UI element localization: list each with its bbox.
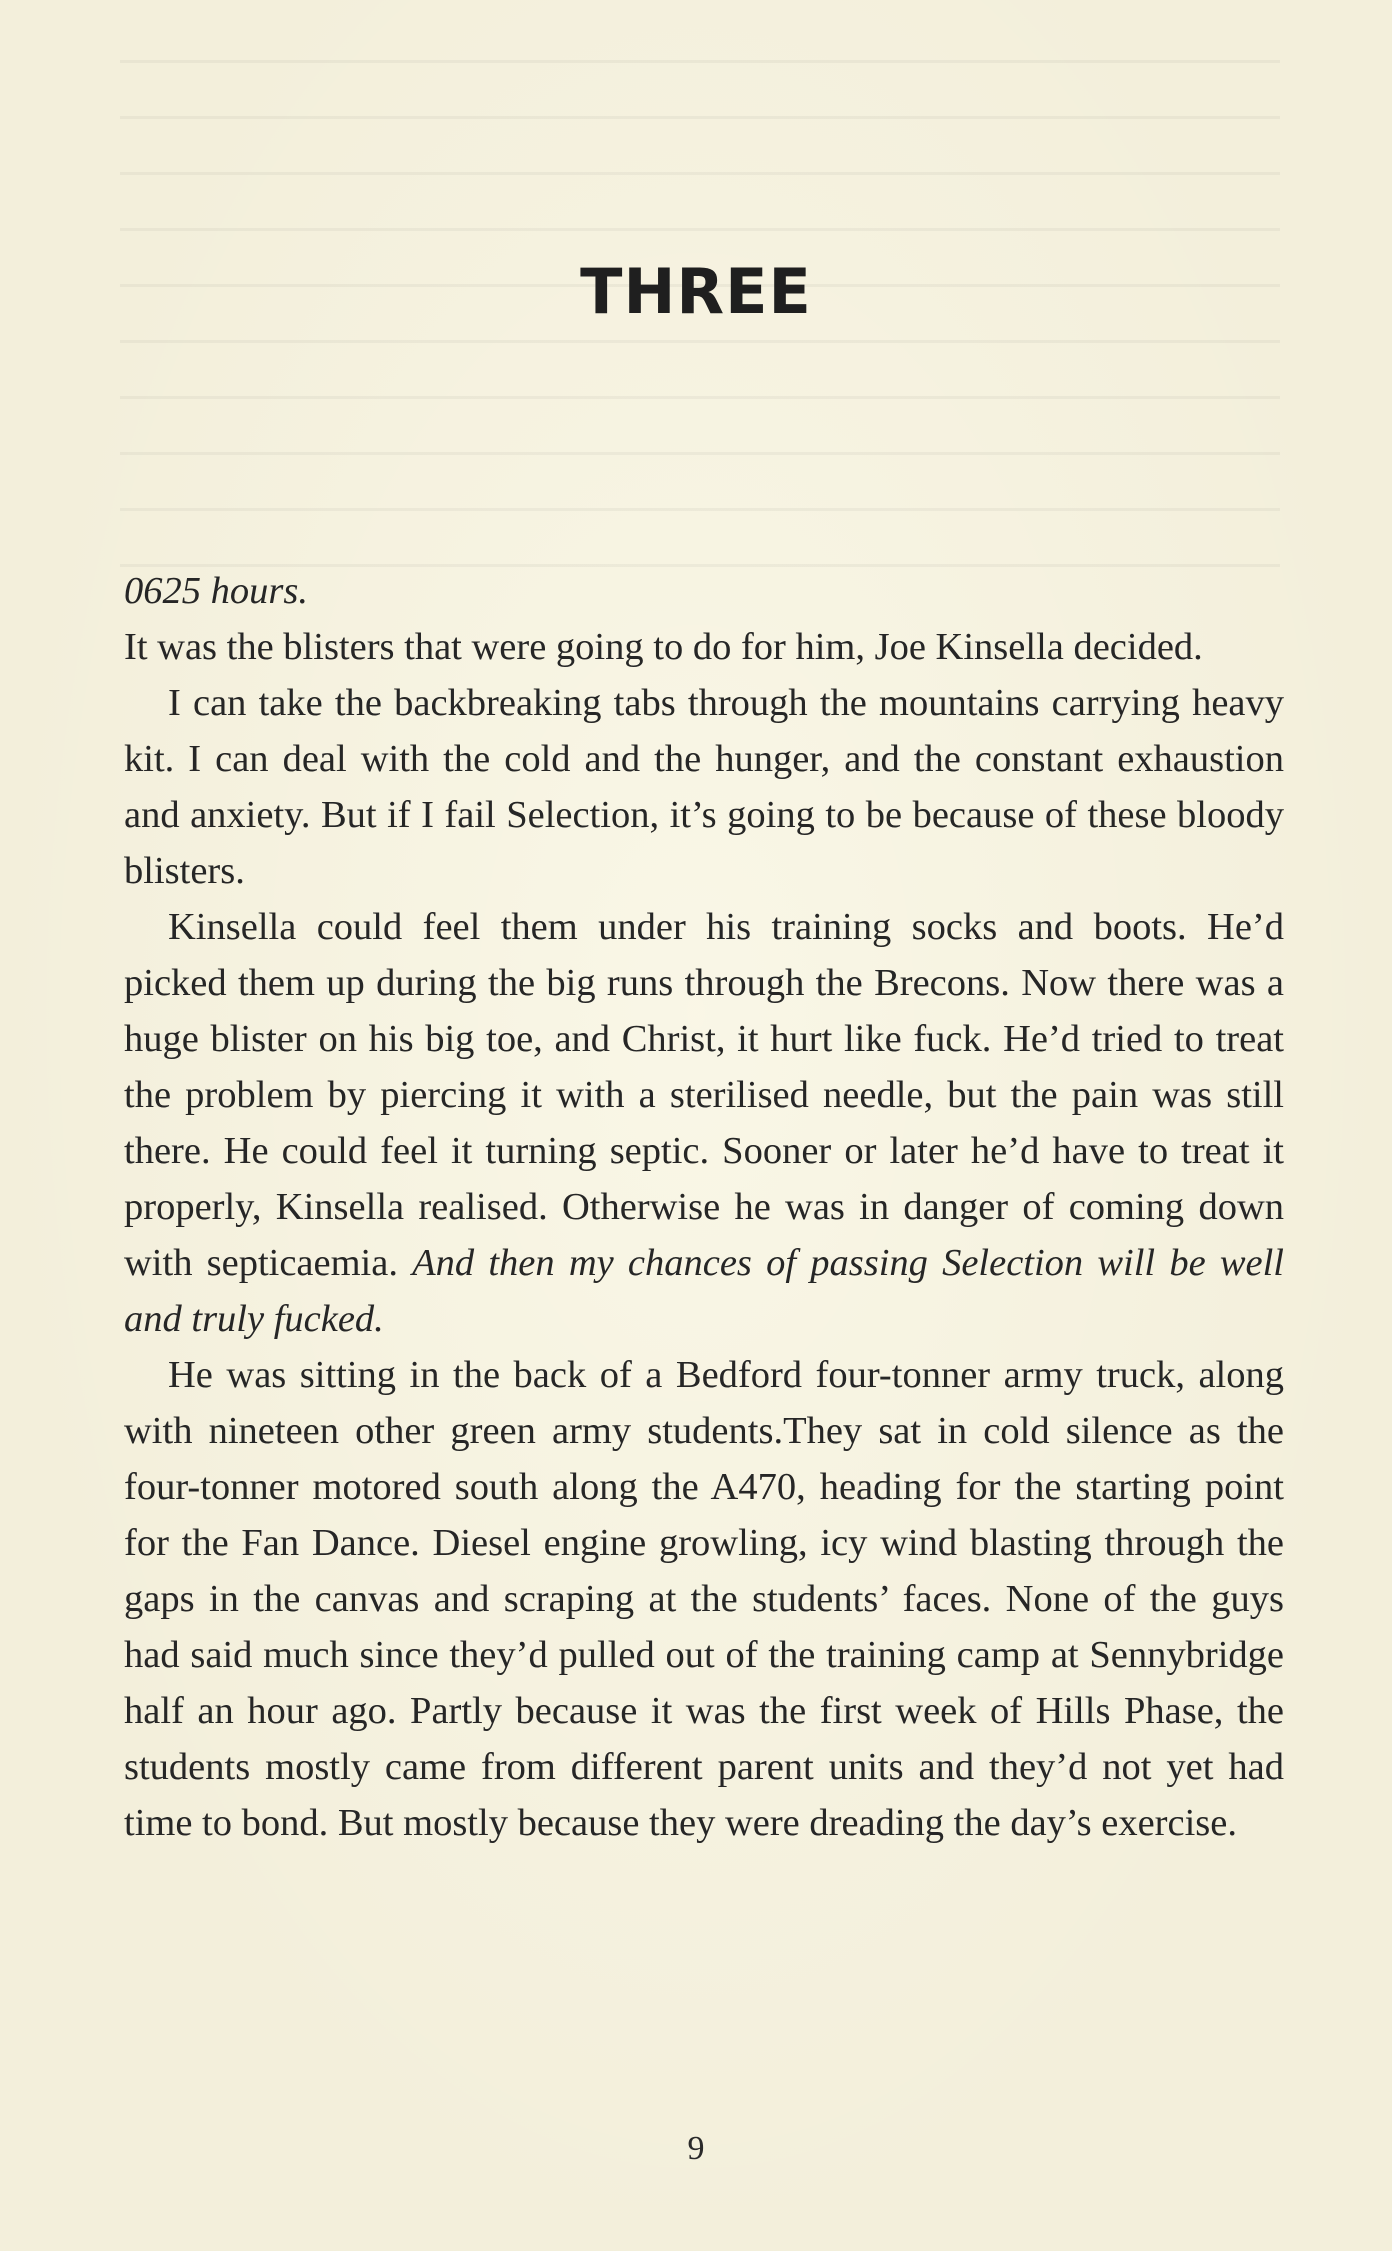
paragraph-3-text: Kinsella could feel them under his training socks and boots. He’d picked them up during the big runs through the Brecons. Now there was a huge blister on his big toe, and Christ, it hurt like fuck. He’d tried to treat the problem by piercing it with a sterilised needle, but the pain was still there. He could feel it turning septic. Sooner or later he’d have to treat it properly, Kinsella realised. Otherwise he was in danger of coming down with septicaemia. [124,906,1284,1284]
body-text [124,563,1284,1851]
page-number: 9 [687,2130,705,2167]
chapter-title: THREE [580,255,812,328]
show-through-texture [120,60,1280,620]
paragraph-4: He was sitting in the back of a Bedford four-tonner army truck, along with nineteen other green army students.They sat in cold silence as the four-tonner motored south along the A470, heading for the starting point for the Fan Dance. Diesel engine growling, icy wind blasting through the gaps in the canvas and scraping at the students’ faces. None of the guys had said much since they’d pulled out of the training camp at Sennybridge half an hour ago. Partly because it was the first week of Hills Phase, the students mostly came from different parent units and they’d not yet had time to bond. But mostly because they were dreading the day’s exercise. [124,1354,1284,1844]
paragraph-2: I can take the backbreaking tabs through the mountains carrying heavy kit. I can deal with the cold and the hunger, and the constant exhaustion and anxiety. But if I fail Selection, it’s going to be because of these bloody blisters. [124,682,1284,892]
paragraph-3 [124,899,1284,1347]
paragraph-1: It was the blisters that were going to do for him, Joe Kinsella decided. [124,626,1203,668]
paragraph-3-italic: And then my chances of passing Selection will be well and truly fucked. [124,1242,1285,1340]
timestamp: 0625 hours. [124,570,308,612]
